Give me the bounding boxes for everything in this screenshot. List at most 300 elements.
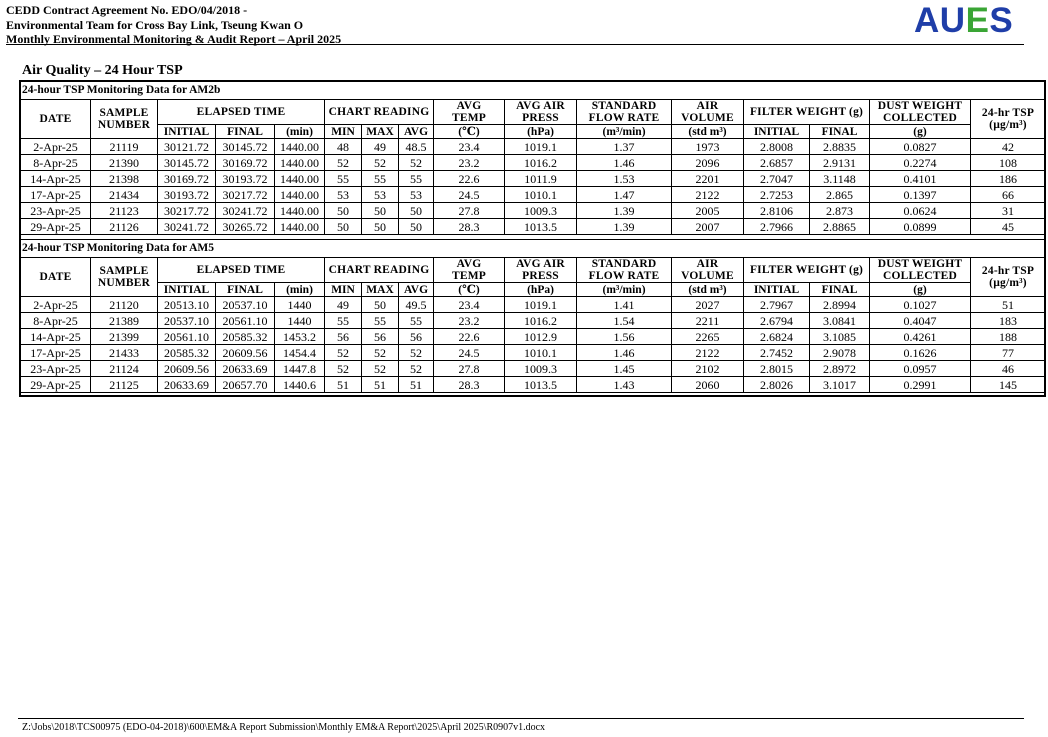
cell-elapsed-min: 1453.2 xyxy=(275,329,325,345)
cell-avg-air-press: 1013.5 xyxy=(505,219,577,235)
cell-avg-air-press: 1016.2 xyxy=(505,313,577,329)
cell-dust-weight: 0.1027 xyxy=(870,297,971,313)
cell-sample-number: 21434 xyxy=(91,187,158,203)
col-avg-air-press xyxy=(505,100,577,125)
cell-tsp: 66 xyxy=(971,187,1046,203)
cell-chart-min: 56 xyxy=(325,329,362,345)
cell-flow-rate: 1.39 xyxy=(577,203,672,219)
cell-avg-air-press: 1010.1 xyxy=(505,345,577,361)
cell-chart-max: 49 xyxy=(362,139,399,155)
cell-elapsed-final: 20537.10 xyxy=(216,297,275,313)
cell-elapsed-final: 30193.72 xyxy=(216,171,275,187)
cell-sample-number: 21126 xyxy=(91,219,158,235)
cell-flow-rate: 1.43 xyxy=(577,377,672,393)
col-dust-unit: (g) xyxy=(870,283,971,297)
cell-flow-rate: 1.46 xyxy=(577,345,672,361)
cell-avg-air-press: 1019.1 xyxy=(505,297,577,313)
col-elapsed-min: (min) xyxy=(275,283,325,297)
col-flow-line2: FLOW RATE xyxy=(588,270,660,282)
cell-flow-rate: 1.46 xyxy=(577,155,672,171)
cell-sample-number: 21119 xyxy=(91,139,158,155)
cell-chart-avg: 52 xyxy=(399,361,434,377)
cell-sample-number: 21124 xyxy=(91,361,158,377)
cell-chart-min: 52 xyxy=(325,345,362,361)
cell-date: 8-Apr-25 xyxy=(21,155,91,171)
cell-chart-min: 49 xyxy=(325,297,362,313)
cell-chart-min: 53 xyxy=(325,187,362,203)
cell-tsp: 31 xyxy=(971,203,1046,219)
cell-chart-min: 50 xyxy=(325,203,362,219)
cell-chart-min: 51 xyxy=(325,377,362,393)
cell-elapsed-min: 1440.00 xyxy=(275,139,325,155)
col-tsp xyxy=(971,258,1046,297)
cell-dust-weight: 0.1626 xyxy=(870,345,971,361)
table-row xyxy=(21,345,1046,361)
table-divider xyxy=(19,239,1046,240)
cell-date: 29-Apr-25 xyxy=(21,219,91,235)
col-elapsed-min: (min) xyxy=(275,125,325,139)
col-air-vol-line1: AIR xyxy=(696,258,719,270)
cell-tsp: 188 xyxy=(971,329,1046,345)
cell-filter-final: 2.9131 xyxy=(810,155,870,171)
cell-dust-weight: 0.0827 xyxy=(870,139,971,155)
table-row xyxy=(21,219,1046,235)
table-row xyxy=(21,171,1046,187)
cell-chart-max: 52 xyxy=(362,155,399,171)
cell-tsp: 108 xyxy=(971,155,1046,171)
cell-date: 2-Apr-25 xyxy=(21,297,91,313)
col-avg-air-press xyxy=(505,258,577,283)
cell-filter-final: 2.8835 xyxy=(810,139,870,155)
cell-avg-air-press: 1009.3 xyxy=(505,203,577,219)
cell-air-volume: 2060 xyxy=(672,377,744,393)
cell-filter-final: 3.0841 xyxy=(810,313,870,329)
cell-flow-rate: 1.47 xyxy=(577,187,672,203)
cell-elapsed-min: 1440 xyxy=(275,313,325,329)
header-line-2: Environmental Team for Cross Bay Link, Tseung Kwan O xyxy=(6,17,304,32)
cell-air-volume: 2005 xyxy=(672,203,744,219)
col-dust-line2: COLLECTED xyxy=(883,270,958,282)
logo-letter-a: A xyxy=(914,1,940,40)
col-avg-temp-line2: TEMP xyxy=(452,112,487,124)
cell-avg-temp: 24.5 xyxy=(434,187,505,203)
col-sample-line2: NUMBER xyxy=(97,119,151,131)
col-dust-line1: DUST WEIGHT xyxy=(877,100,963,112)
cell-dust-weight: 0.2274 xyxy=(870,155,971,171)
col-sample xyxy=(91,258,158,297)
cell-filter-initial: 2.7253 xyxy=(744,187,810,203)
cell-elapsed-initial: 20585.32 xyxy=(158,345,216,361)
cell-sample-number: 21125 xyxy=(91,377,158,393)
cell-tsp: 183 xyxy=(971,313,1046,329)
cell-chart-max: 52 xyxy=(362,345,399,361)
cell-elapsed-final: 30217.72 xyxy=(216,187,275,203)
cell-elapsed-final: 20609.56 xyxy=(216,345,275,361)
cell-tsp: 145 xyxy=(971,377,1046,393)
col-tsp-line1: 24-hr TSP xyxy=(981,107,1035,119)
table-row xyxy=(21,187,1046,203)
cell-date: 14-Apr-25 xyxy=(21,171,91,187)
col-avg-air-line2: PRESS xyxy=(522,112,559,124)
cell-flow-rate: 1.41 xyxy=(577,297,672,313)
col-air-vol-line2: VOLUME xyxy=(681,112,734,124)
cell-avg-temp: 28.3 xyxy=(434,377,505,393)
aues-logo xyxy=(914,2,1013,40)
cell-sample-number: 21389 xyxy=(91,313,158,329)
footer-file-path: Z:\Jobs\2018\TCS00975 (EDO-04-2018)\600\EM&A Report Submission\Monthly EM&A Report\2025\April 2025\R0907v1.docx xyxy=(22,722,546,733)
footer-rule xyxy=(18,718,1024,719)
table-row xyxy=(21,361,1046,377)
table-row xyxy=(21,297,1046,313)
col-chart-reading: CHART READING xyxy=(325,100,434,125)
cell-dust-weight: 0.1397 xyxy=(870,187,971,203)
cell-chart-max: 51 xyxy=(362,377,399,393)
table-row xyxy=(21,203,1046,219)
cell-flow-rate: 1.54 xyxy=(577,313,672,329)
cell-air-volume: 2027 xyxy=(672,297,744,313)
cell-sample-number: 21390 xyxy=(91,155,158,171)
table-header xyxy=(21,100,1046,139)
cell-air-volume: 1973 xyxy=(672,139,744,155)
cell-date: 14-Apr-25 xyxy=(21,329,91,345)
col-tsp xyxy=(971,100,1046,139)
col-sample-line1: SAMPLE xyxy=(99,107,149,119)
cell-elapsed-initial: 20633.69 xyxy=(158,377,216,393)
cell-flow-rate: 1.45 xyxy=(577,361,672,377)
cell-filter-final: 2.865 xyxy=(810,187,870,203)
col-filter-initial: INITIAL xyxy=(744,125,810,139)
cell-avg-temp: 23.4 xyxy=(434,297,505,313)
cell-sample-number: 21433 xyxy=(91,345,158,361)
cell-chart-avg: 48.5 xyxy=(399,139,434,155)
col-air-volume xyxy=(672,258,744,283)
logo-letter-e: E xyxy=(965,1,990,40)
cell-filter-initial: 2.6824 xyxy=(744,329,810,345)
col-chart-reading: CHART READING xyxy=(325,258,434,283)
col-avg-temp-line1: AVG xyxy=(456,258,482,270)
cell-date: 17-Apr-25 xyxy=(21,187,91,203)
col-flow-unit: (m³/min) xyxy=(577,125,672,139)
col-elapsed-initial: INITIAL xyxy=(158,283,216,297)
col-chart-max: MAX xyxy=(362,125,399,139)
cell-chart-avg: 55 xyxy=(399,313,434,329)
cell-avg-air-press: 1010.1 xyxy=(505,187,577,203)
cell-chart-min: 50 xyxy=(325,219,362,235)
col-chart-max: MAX xyxy=(362,283,399,297)
table-title-am5: 24-hour TSP Monitoring Data for AM5 xyxy=(22,242,214,254)
cell-dust-weight: 0.0957 xyxy=(870,361,971,377)
cell-elapsed-initial: 30121.72 xyxy=(158,139,216,155)
col-dust-unit: (g) xyxy=(870,125,971,139)
col-elapsed-initial: INITIAL xyxy=(158,125,216,139)
col-elapsed-final: FINAL xyxy=(216,125,275,139)
col-filter-final: FINAL xyxy=(810,125,870,139)
cell-chart-avg: 53 xyxy=(399,187,434,203)
col-avg-temp xyxy=(434,100,505,125)
cell-elapsed-final: 30169.72 xyxy=(216,155,275,171)
cell-tsp: 77 xyxy=(971,345,1046,361)
col-avg-air-line1: AVG AIR xyxy=(516,100,565,112)
cell-elapsed-min: 1440 xyxy=(275,297,325,313)
cell-date: 8-Apr-25 xyxy=(21,313,91,329)
col-tsp-line2: (µg/m³) xyxy=(989,277,1027,289)
col-date: DATE xyxy=(21,100,91,139)
cell-elapsed-initial: 20561.10 xyxy=(158,329,216,345)
col-dust-line1: DUST WEIGHT xyxy=(877,258,963,270)
col-vol-unit: (std m³) xyxy=(672,283,744,297)
cell-chart-min: 55 xyxy=(325,313,362,329)
cell-elapsed-final: 30145.72 xyxy=(216,139,275,155)
cell-tsp: 45 xyxy=(971,219,1046,235)
cell-elapsed-initial: 30217.72 xyxy=(158,203,216,219)
cell-chart-max: 52 xyxy=(362,361,399,377)
cell-elapsed-final: 30241.72 xyxy=(216,203,275,219)
col-avg-temp-line2: TEMP xyxy=(452,270,487,282)
cell-date: 23-Apr-25 xyxy=(21,203,91,219)
cell-dust-weight: 0.4101 xyxy=(870,171,971,187)
col-chart-avg: AVG xyxy=(399,283,434,297)
cell-elapsed-initial: 30145.72 xyxy=(158,155,216,171)
cell-elapsed-final: 20561.10 xyxy=(216,313,275,329)
cell-flow-rate: 1.39 xyxy=(577,219,672,235)
col-flow-line1: STANDARD xyxy=(591,258,657,270)
cell-sample-number: 21120 xyxy=(91,297,158,313)
col-filter-initial: INITIAL xyxy=(744,283,810,297)
col-temp-unit: (℃) xyxy=(434,283,505,297)
col-flow-rate xyxy=(577,100,672,125)
header-rule xyxy=(6,44,1024,45)
cell-chart-max: 55 xyxy=(362,313,399,329)
cell-flow-rate: 1.53 xyxy=(577,171,672,187)
col-sample-line1: SAMPLE xyxy=(99,265,149,277)
cell-filter-initial: 2.7452 xyxy=(744,345,810,361)
cell-chart-avg: 56 xyxy=(399,329,434,345)
header-line-3: Monthly Environmental Monitoring & Audit Report – April 2025 xyxy=(6,32,342,46)
cell-filter-initial: 2.8008 xyxy=(744,139,810,155)
cell-avg-air-press: 1009.3 xyxy=(505,361,577,377)
col-press-unit: (hPa) xyxy=(505,283,577,297)
cell-chart-avg: 52 xyxy=(399,345,434,361)
col-sample xyxy=(91,100,158,139)
cell-filter-initial: 2.7967 xyxy=(744,297,810,313)
col-sample-line2: NUMBER xyxy=(97,277,151,289)
cell-date: 29-Apr-25 xyxy=(21,377,91,393)
cell-air-volume: 2201 xyxy=(672,171,744,187)
col-filter-weight: FILTER WEIGHT (g) xyxy=(744,100,870,125)
cell-air-volume: 2122 xyxy=(672,187,744,203)
tsp-table-am2b xyxy=(20,99,1046,235)
col-vol-unit: (std m³) xyxy=(672,125,744,139)
cell-dust-weight: 0.4047 xyxy=(870,313,971,329)
cell-air-volume: 2265 xyxy=(672,329,744,345)
cell-avg-air-press: 1012.9 xyxy=(505,329,577,345)
col-elapsed-time: ELAPSED TIME xyxy=(158,100,325,125)
cell-chart-min: 52 xyxy=(325,361,362,377)
cell-chart-min: 48 xyxy=(325,139,362,155)
cell-elapsed-min: 1454.4 xyxy=(275,345,325,361)
cell-chart-max: 53 xyxy=(362,187,399,203)
tsp-table-am5 xyxy=(20,257,1046,393)
cell-dust-weight: 0.0899 xyxy=(870,219,971,235)
cell-sample-number: 21123 xyxy=(91,203,158,219)
cell-filter-final: 3.1085 xyxy=(810,329,870,345)
cell-dust-weight: 0.2991 xyxy=(870,377,971,393)
cell-chart-max: 50 xyxy=(362,297,399,313)
col-filter-final: FINAL xyxy=(810,283,870,297)
cell-elapsed-final: 20585.32 xyxy=(216,329,275,345)
cell-elapsed-final: 30265.72 xyxy=(216,219,275,235)
cell-elapsed-min: 1440.00 xyxy=(275,219,325,235)
cell-avg-temp: 27.8 xyxy=(434,203,505,219)
cell-tsp: 186 xyxy=(971,171,1046,187)
cell-avg-temp: 28.3 xyxy=(434,219,505,235)
table-row xyxy=(21,329,1046,345)
cell-elapsed-final: 20657.70 xyxy=(216,377,275,393)
cell-tsp: 51 xyxy=(971,297,1046,313)
cell-chart-avg: 55 xyxy=(399,171,434,187)
cell-elapsed-initial: 20513.10 xyxy=(158,297,216,313)
cell-date: 17-Apr-25 xyxy=(21,345,91,361)
cell-chart-max: 55 xyxy=(362,171,399,187)
col-avg-temp-line1: AVG xyxy=(456,100,482,112)
cell-avg-temp: 27.8 xyxy=(434,361,505,377)
cell-flow-rate: 1.56 xyxy=(577,329,672,345)
col-air-volume xyxy=(672,100,744,125)
header-line-1: CEDD Contract Agreement No. EDO/04/2018 - xyxy=(6,3,248,17)
logo-letter-s: S xyxy=(989,1,1014,40)
cell-elapsed-min: 1440.00 xyxy=(275,187,325,203)
cell-dust-weight: 0.4261 xyxy=(870,329,971,345)
col-chart-min: MIN xyxy=(325,125,362,139)
cell-avg-temp: 23.2 xyxy=(434,155,505,171)
cell-chart-max: 50 xyxy=(362,203,399,219)
col-dust-line2: COLLECTED xyxy=(883,112,958,124)
col-press-unit: (hPa) xyxy=(505,125,577,139)
cell-elapsed-final: 20633.69 xyxy=(216,361,275,377)
cell-avg-air-press: 1011.9 xyxy=(505,171,577,187)
cell-chart-avg: 52 xyxy=(399,155,434,171)
logo-letter-u: U xyxy=(939,1,966,40)
table-body-am5 xyxy=(21,297,1046,393)
cell-air-volume: 2007 xyxy=(672,219,744,235)
section-title: Air Quality – 24 Hour TSP xyxy=(22,63,183,78)
col-avg-temp xyxy=(434,258,505,283)
cell-avg-temp: 23.2 xyxy=(434,313,505,329)
cell-chart-max: 50 xyxy=(362,219,399,235)
report-header xyxy=(6,3,341,47)
cell-avg-temp: 24.5 xyxy=(434,345,505,361)
cell-air-volume: 2211 xyxy=(672,313,744,329)
cell-filter-initial: 2.7966 xyxy=(744,219,810,235)
table-row xyxy=(21,377,1046,393)
col-air-vol-line2: VOLUME xyxy=(681,270,734,282)
col-temp-unit: (℃) xyxy=(434,125,505,139)
table-row xyxy=(21,139,1046,155)
cell-air-volume: 2102 xyxy=(672,361,744,377)
col-dust-weight xyxy=(870,100,971,125)
cell-elapsed-initial: 20609.56 xyxy=(158,361,216,377)
cell-elapsed-min: 1440.6 xyxy=(275,377,325,393)
cell-filter-final: 2.8972 xyxy=(810,361,870,377)
cell-filter-initial: 2.7047 xyxy=(744,171,810,187)
col-flow-line1: STANDARD xyxy=(591,100,657,112)
cell-dust-weight: 0.0624 xyxy=(870,203,971,219)
col-date: DATE xyxy=(21,258,91,297)
cell-elapsed-initial: 30169.72 xyxy=(158,171,216,187)
col-flow-line2: FLOW RATE xyxy=(588,112,660,124)
cell-elapsed-min: 1440.00 xyxy=(275,171,325,187)
col-chart-min: MIN xyxy=(325,283,362,297)
cell-chart-avg: 50 xyxy=(399,203,434,219)
col-dust-weight xyxy=(870,258,971,283)
col-avg-air-line2: PRESS xyxy=(522,270,559,282)
cell-avg-temp: 23.4 xyxy=(434,139,505,155)
cell-avg-air-press: 1013.5 xyxy=(505,377,577,393)
cell-filter-final: 2.8865 xyxy=(810,219,870,235)
cell-chart-max: 56 xyxy=(362,329,399,345)
col-elapsed-time: ELAPSED TIME xyxy=(158,258,325,283)
col-flow-unit: (m³/min) xyxy=(577,283,672,297)
cell-date: 23-Apr-25 xyxy=(21,361,91,377)
cell-chart-min: 55 xyxy=(325,171,362,187)
cell-chart-avg: 49.5 xyxy=(399,297,434,313)
cell-chart-avg: 50 xyxy=(399,219,434,235)
cell-chart-avg: 51 xyxy=(399,377,434,393)
cell-filter-final: 2.9078 xyxy=(810,345,870,361)
cell-avg-air-press: 1019.1 xyxy=(505,139,577,155)
cell-air-volume: 2122 xyxy=(672,345,744,361)
col-air-vol-line1: AIR xyxy=(696,100,719,112)
table-row xyxy=(21,155,1046,171)
cell-filter-final: 3.1017 xyxy=(810,377,870,393)
col-avg-air-line1: AVG AIR xyxy=(516,258,565,270)
cell-elapsed-min: 1440.00 xyxy=(275,155,325,171)
cell-elapsed-min: 1447.8 xyxy=(275,361,325,377)
cell-avg-air-press: 1016.2 xyxy=(505,155,577,171)
cell-filter-final: 2.8994 xyxy=(810,297,870,313)
cell-filter-initial: 2.8026 xyxy=(744,377,810,393)
table-body-am2b xyxy=(21,139,1046,235)
cell-elapsed-initial: 30241.72 xyxy=(158,219,216,235)
cell-filter-final: 2.873 xyxy=(810,203,870,219)
cell-elapsed-initial: 20537.10 xyxy=(158,313,216,329)
cell-filter-initial: 2.8106 xyxy=(744,203,810,219)
cell-date: 2-Apr-25 xyxy=(21,139,91,155)
cell-tsp: 42 xyxy=(971,139,1046,155)
cell-tsp: 46 xyxy=(971,361,1046,377)
col-tsp-line1: 24-hr TSP xyxy=(981,265,1035,277)
cell-elapsed-initial: 30193.72 xyxy=(158,187,216,203)
table-row xyxy=(21,313,1046,329)
cell-avg-temp: 22.6 xyxy=(434,171,505,187)
table-header xyxy=(21,258,1046,297)
cell-avg-temp: 22.6 xyxy=(434,329,505,345)
cell-filter-initial: 2.8015 xyxy=(744,361,810,377)
cell-flow-rate: 1.37 xyxy=(577,139,672,155)
col-chart-avg: AVG xyxy=(399,125,434,139)
col-elapsed-final: FINAL xyxy=(216,283,275,297)
cell-filter-final: 3.1148 xyxy=(810,171,870,187)
cell-sample-number: 21399 xyxy=(91,329,158,345)
cell-filter-initial: 2.6794 xyxy=(744,313,810,329)
cell-sample-number: 21398 xyxy=(91,171,158,187)
cell-air-volume: 2096 xyxy=(672,155,744,171)
col-filter-weight: FILTER WEIGHT (g) xyxy=(744,258,870,283)
cell-filter-initial: 2.6857 xyxy=(744,155,810,171)
col-tsp-line2: (µg/m³) xyxy=(989,119,1027,131)
col-flow-rate xyxy=(577,258,672,283)
table-title-am2b: 24-hour TSP Monitoring Data for AM2b xyxy=(22,84,221,96)
